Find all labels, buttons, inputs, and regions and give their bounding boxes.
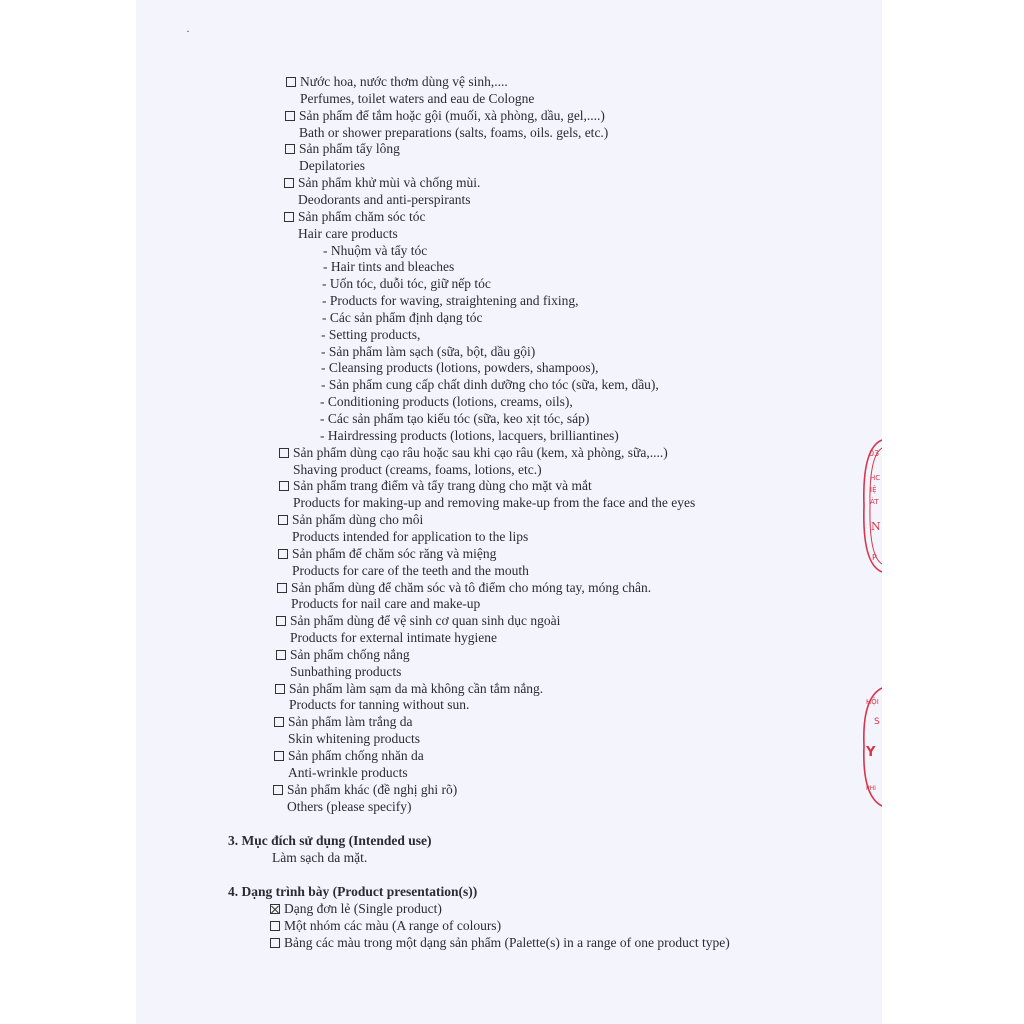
category-item-english [293, 461, 542, 478]
category-item [278, 511, 423, 528]
category-item-english-text: Products for making-up and removing make-up from the face and the eyes [293, 495, 696, 511]
category-item-text: Sản phẩm dùng cho môi [292, 512, 424, 528]
category-item-english [298, 225, 398, 242]
category-item-english [299, 157, 365, 174]
category-item [276, 646, 410, 663]
category-item-english [288, 730, 420, 747]
category-item [284, 208, 425, 225]
intended-use-text-text: Làm sạch da mặt. [272, 850, 368, 865]
category-item [279, 477, 592, 494]
category-item-text: Sản phẩm chống nắng [290, 646, 410, 662]
category-item-text: Sản phẩm khác (đề nghị ghi rõ) [287, 781, 458, 797]
section-4-heading [228, 883, 477, 900]
category-item [273, 781, 457, 798]
dot-mark: · [186, 24, 190, 38]
category-item-english-text: Perfumes, toilet waters and eau de Cologne [300, 90, 535, 106]
checkbox[interactable] [273, 785, 283, 795]
category-item-english-text: Bath or shower preparations (salts, foams, oils. gels, etc.) [299, 124, 609, 140]
category-item-english-text: Skin whitening products [288, 731, 420, 747]
hair-care-subitem-text: - Cleansing products (lotions, powders, shampoos), [321, 360, 599, 376]
document-content [136, 0, 882, 1024]
red-stamp-bottom [860, 686, 882, 808]
category-item [275, 680, 543, 697]
section-3-heading [228, 832, 432, 849]
presentation-option-text: Dạng đơn lẻ (Single product) [284, 901, 442, 916]
checkbox[interactable] [279, 448, 289, 458]
document-page [136, 0, 882, 1024]
category-item-text: Sản phẩm chăm sóc tóc [298, 208, 426, 224]
category-item-english-text: Products for care of the teeth and the mouth [292, 562, 529, 578]
section-4-heading-text: 4. Dạng trình bày (Product presentation(s)) [228, 884, 478, 899]
stamp-text-9: PHI [866, 785, 876, 792]
hair-care-subitem [320, 393, 573, 410]
hair-care-subitem [321, 359, 598, 376]
category-item-english [293, 494, 695, 511]
hair-care-subitem-text: - Products for waving, straightening and fixing, [322, 293, 579, 309]
checkbox[interactable] [270, 921, 280, 931]
category-item-english [289, 696, 469, 713]
checkbox[interactable] [278, 515, 288, 525]
category-item [277, 579, 651, 596]
hair-care-subitem [323, 242, 427, 259]
checkbox[interactable] [274, 717, 284, 727]
category-item-english [300, 90, 534, 107]
hair-care-subitem [321, 376, 659, 393]
presentation-option [270, 900, 442, 917]
hair-care-subitem-text: - Hair tints and bleaches [323, 259, 455, 275]
checkbox[interactable] [285, 144, 295, 154]
category-item-english-text: Products for external intimate hygiene [290, 630, 497, 646]
checkbox[interactable] [284, 212, 294, 222]
category-item-english-text: Products for nail care and make-up [291, 596, 481, 612]
category-item [286, 73, 508, 90]
category-item-english-text: Others (please specify) [287, 798, 412, 814]
stamp-text-1: HC [870, 474, 881, 482]
category-item-text: Sản phẩm dùng cạo râu hoặc sau khi cạo râu (kem, xà phòng, sữa,....) [293, 444, 668, 460]
category-item-english-text: Deodorants and anti-perspirants [298, 191, 471, 207]
category-item [285, 140, 400, 157]
category-item-english [291, 595, 480, 612]
category-item-english [290, 629, 497, 646]
checkbox[interactable] [275, 684, 285, 694]
hair-care-subitem-text: - Conditioning products (lotions, creams, oils), [320, 394, 573, 410]
hair-care-subitem-text: - Setting products, [321, 326, 421, 342]
category-item-text: Sản phẩm làm trắng da [288, 714, 413, 730]
checkbox[interactable] [278, 549, 288, 559]
section-3-heading-text: 3. Mục đích sử dụng (Intended use) [228, 833, 432, 848]
category-item [278, 545, 496, 562]
category-item [279, 444, 668, 461]
category-item-english-text: Products for tanning without sun. [289, 697, 470, 713]
category-item-text: Sản phẩm dùng để vệ sinh cơ quan sinh dục ngoài [290, 613, 561, 629]
hair-care-subitem [322, 292, 578, 309]
presentation-option [270, 917, 501, 934]
stamp-text-3: ÁT [870, 498, 879, 506]
hair-care-subitem [322, 309, 482, 326]
stamp-text-4: N [871, 520, 881, 533]
red-stamp-top [860, 438, 882, 574]
intended-use-text [272, 849, 367, 866]
hair-care-subitem [321, 326, 420, 343]
presentation-option-text: Bảng các màu trong một dạng sản phẩm (Palette(s) in a range of one product type) [284, 935, 730, 950]
category-item [285, 107, 605, 124]
stamp-text-8: Y [866, 745, 876, 760]
category-item-text: Sản phẩm khử mùi và chống mùi. [298, 175, 481, 191]
category-item-english [298, 191, 470, 208]
checkbox[interactable] [279, 481, 289, 491]
hair-care-subitem [320, 427, 619, 444]
category-item-text: Nước hoa, nước thơm dùng vệ sinh,.... [300, 74, 508, 89]
checkbox[interactable] [277, 583, 287, 593]
category-item-text: Sản phẩm để tắm hoặc gội (muối, xà phòng, dầu, gel,....) [299, 107, 605, 123]
category-item-english-text: Products intended for application to the lips [292, 528, 529, 544]
category-item-text: Sản phẩm để chăm sóc răng và miệng [292, 545, 497, 561]
checkbox[interactable] [276, 650, 286, 660]
presentation-option [270, 934, 730, 951]
hair-care-subitem [321, 343, 535, 360]
category-item [276, 612, 560, 629]
category-item-english [292, 528, 528, 545]
category-item-english-text: Hair care products [298, 225, 398, 241]
category-item-english-text: Shaving product (creams, foams, lotions, etc.) [293, 461, 542, 477]
hair-care-subitem [323, 258, 454, 275]
category-item-english [290, 663, 401, 680]
category-item-english [287, 798, 411, 815]
stamp-text-6: HỘI [866, 698, 879, 706]
category-item-text: Sản phẩm dùng để chăm sóc và tô điểm cho móng tay, móng chân. [291, 579, 652, 595]
category-item-english-text: Anti-wrinkle products [288, 764, 408, 780]
hair-care-subitem-text: - Sản phẩm làm sạch (sữa, bột, dầu gội) [321, 343, 536, 359]
checkbox[interactable] [286, 77, 296, 87]
hair-care-subitem-text: - Uốn tóc, duỗi tóc, giữ nếp tóc [322, 276, 491, 292]
category-item [274, 713, 412, 730]
checkbox[interactable] [270, 938, 280, 948]
hair-care-subitem-text: - Sản phẩm cung cấp chất dinh dưỡng cho tóc (sữa, kem, dầu), [321, 377, 659, 393]
checkbox[interactable] [285, 111, 295, 121]
category-item-english [292, 562, 529, 579]
stamp-text-7: S [874, 717, 880, 727]
presentation-option-text: Một nhóm các màu (A range of colours) [284, 918, 502, 933]
category-item-text: Sản phẩm trang điểm và tẩy trang dùng cho mặt và mắt [293, 478, 592, 494]
stamp-text-0: 03 [869, 449, 880, 458]
category-item-english [288, 764, 408, 781]
stamp-text-5: P [872, 553, 877, 562]
category-item-text: Sản phẩm làm sạm da mà không cần tắm nắng. [289, 680, 544, 696]
category-item [274, 747, 424, 764]
checkbox[interactable] [274, 751, 284, 761]
hair-care-subitem-text: - Các sản phẩm tạo kiểu tóc (sữa, keo xịt tóc, sáp) [320, 411, 590, 426]
hair-care-subitem [322, 275, 491, 292]
category-item-text: Sản phẩm chống nhăn da [288, 748, 424, 763]
hair-care-subitem-text: - Hairdressing products (lotions, lacquers, brilliantines) [320, 427, 619, 443]
hair-care-subitem-text: - Nhuộm và tẩy tóc [323, 242, 428, 258]
category-item-text: Sản phẩm tẩy lông [299, 141, 400, 157]
category-item-english [299, 124, 608, 141]
hair-care-subitem [320, 410, 589, 427]
checkbox[interactable] [284, 178, 294, 188]
category-item-english-text: Sunbathing products [290, 663, 402, 679]
category-item-english-text: Depilatories [299, 158, 365, 174]
hair-care-subitem-text: - Các sản phẩm định dạng tóc [322, 309, 483, 325]
checkbox[interactable] [270, 904, 280, 914]
stamp-text-2: IỆ [870, 486, 877, 494]
category-item [284, 174, 480, 191]
checkbox[interactable] [276, 616, 286, 626]
